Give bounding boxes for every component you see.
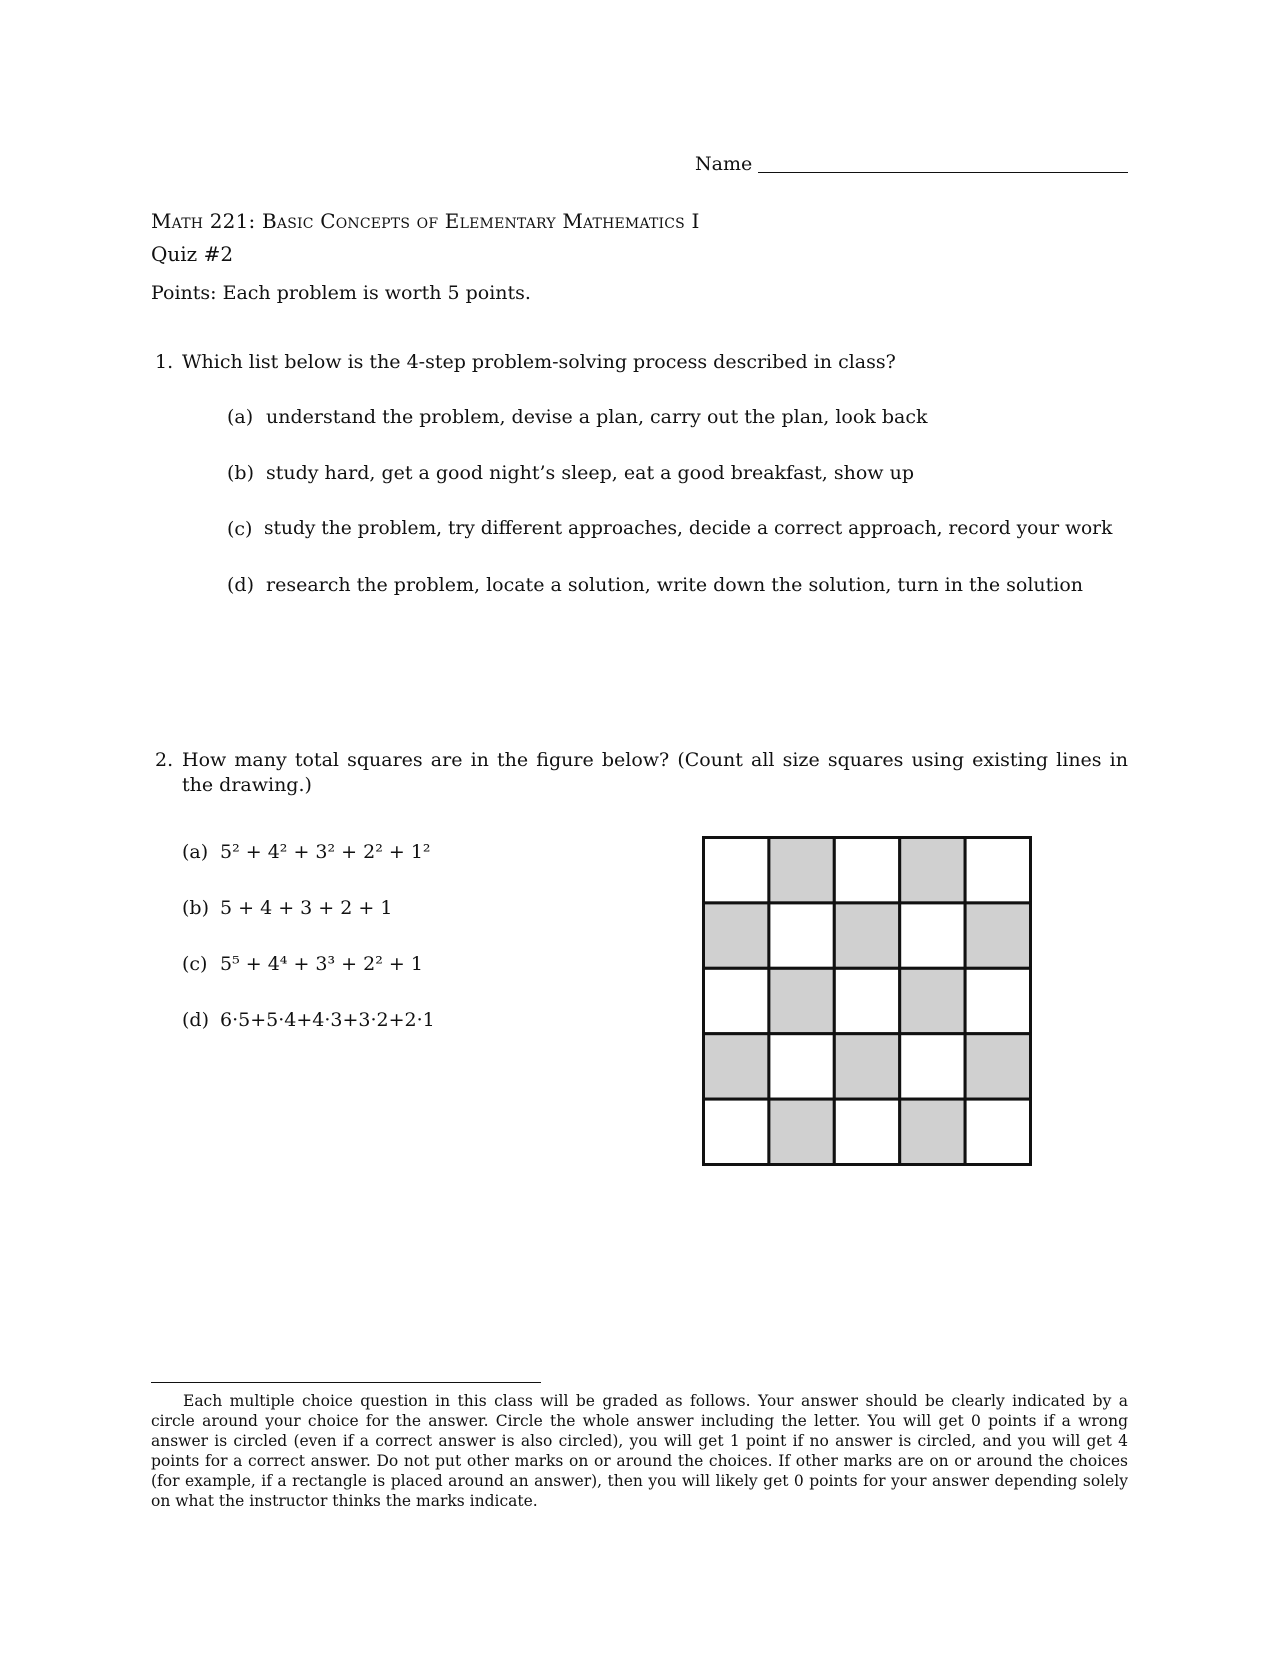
grid-cell-shaded bbox=[900, 968, 965, 1033]
name-blank-line bbox=[758, 172, 1128, 173]
grid-cell-white bbox=[769, 1034, 834, 1099]
problem-1-option-c-letter[interactable]: (c) bbox=[227, 518, 253, 540]
grid-cell-white bbox=[704, 968, 769, 1033]
grid-cell-shaded bbox=[769, 838, 834, 903]
grid-cell-shaded bbox=[704, 1034, 769, 1099]
problem-1-option-b-letter[interactable]: (b) bbox=[227, 462, 254, 484]
grid-cell-shaded bbox=[965, 903, 1030, 968]
grid-cell-white bbox=[704, 1099, 769, 1164]
problem-2-option-a[interactable]: 5² + 4² + 3² + 2² + 1² bbox=[220, 841, 431, 863]
problem-2-option-c[interactable]: 5⁵ + 4⁴ + 3³ + 2² + 1 bbox=[220, 953, 423, 975]
grid-cell-white bbox=[834, 838, 899, 903]
grid-cell-shaded bbox=[900, 1099, 965, 1164]
problem-2-option-b-letter[interactable]: (b) bbox=[182, 897, 209, 919]
problem-1-number: 1. bbox=[155, 351, 174, 373]
grid-cell-shaded bbox=[834, 1034, 899, 1099]
grid-cell-white bbox=[965, 968, 1030, 1033]
grid-cell-shaded bbox=[769, 1099, 834, 1164]
grid-cell-white bbox=[834, 968, 899, 1033]
grid-cell-shaded bbox=[704, 903, 769, 968]
grid-cell-shaded bbox=[769, 968, 834, 1033]
grid-cell-white bbox=[900, 903, 965, 968]
footnote-rule bbox=[151, 1382, 541, 1383]
problem-2-option-b[interactable]: 5 + 4 + 3 + 2 + 1 bbox=[220, 897, 393, 919]
grid-cell-white bbox=[704, 838, 769, 903]
grid-cell-white bbox=[900, 1034, 965, 1099]
problem-2-option-d[interactable]: 6·5+5·4+4·3+3·2+2·1 bbox=[220, 1009, 435, 1031]
problem-2-number: 2. bbox=[155, 749, 174, 771]
grid-cell-shaded bbox=[834, 903, 899, 968]
grid-cell-white bbox=[834, 1099, 899, 1164]
problem-1-option-b[interactable]: study hard, get a good night’s sleep, eat a good breakfast, show up bbox=[266, 462, 915, 484]
square-grid-figure bbox=[702, 836, 1032, 1166]
grid-cell-white bbox=[965, 838, 1030, 903]
points-statement: Points: Each problem is worth 5 points. bbox=[151, 282, 531, 304]
grid-cell-shaded bbox=[965, 1034, 1030, 1099]
problem-2-option-c-letter[interactable]: (c) bbox=[182, 953, 208, 975]
grid-cell-white bbox=[769, 903, 834, 968]
quiz-title: Quiz #2 bbox=[151, 242, 234, 266]
course-title: Math 221: Basic Concepts of Elementary Mathematics I bbox=[151, 209, 700, 233]
problem-1-option-c[interactable]: study the problem, try different approaches, decide a correct approach, record your work bbox=[264, 518, 1113, 539]
grid-cell-white bbox=[965, 1099, 1030, 1164]
problem-1-question: Which list below is the 4-step problem-solving process described in class? bbox=[182, 351, 896, 373]
grading-footnote: Each multiple choice question in this class will be graded as follows. Your answer should be clearly indicated by a circle around your choice for the answer. Circle the whole answer including the letter. You will get 0 points if a wrong answer is circled (even if a correct answer is also circled), you will get 1 point if no answer is circled, and you will get 4 points for a correct answer. Do not put other marks on or around the choices. If other marks are on or around the choices (for example, if a rectangle is placed around an answer), then you will likely get 0 points for your answer depending solely on what the instructor thinks the marks indicate. bbox=[151, 1392, 1128, 1510]
problem-2-option-a-letter[interactable]: (a) bbox=[182, 841, 209, 863]
problem-1-option-d[interactable]: research the problem, locate a solution, write down the solution, turn in the solution bbox=[266, 574, 1084, 596]
grid-cell-shaded bbox=[900, 838, 965, 903]
name-label: Name bbox=[695, 153, 753, 175]
problem-1-option-d-letter[interactable]: (d) bbox=[227, 574, 254, 596]
problem-1-option-a[interactable]: understand the problem, devise a plan, carry out the plan, look back bbox=[266, 406, 928, 428]
problem-2-option-d-letter[interactable]: (d) bbox=[182, 1009, 209, 1031]
problem-2-question: How many total squares are in the figure below? (Count all size squares using existing lines in the drawing.) bbox=[182, 749, 1128, 796]
problem-1-option-a-letter[interactable]: (a) bbox=[227, 406, 254, 428]
